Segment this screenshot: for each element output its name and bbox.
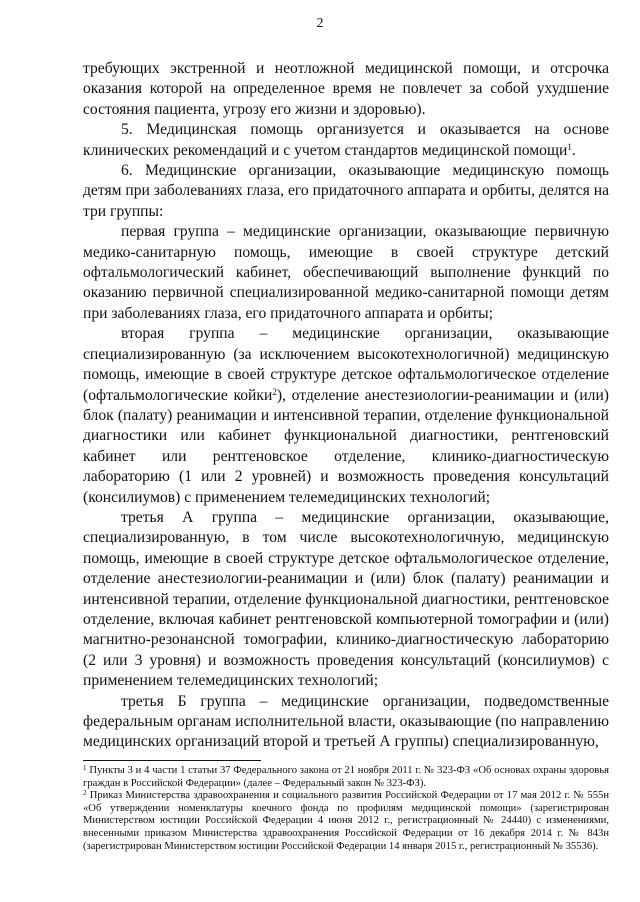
page-number: 2 (316, 16, 324, 31)
paragraph-text: ), отделение анестезиологии-реанимации и (или) блок (палату) реанимации и интенсивной терапии, отделение функциональной диагностики или кабинет функциональной диагностики, рентгеновский кабинет или рентгеновское отделение, клинико-диагностическую лабораторию (1 или 2 уровней) и возможность проведения консультаций (консилиумов) с применением телемедицинских технологий; (83, 386, 610, 506)
footnote-text: Пункты 3 и 4 части 1 статьи 37 Федерального закона от 21 ноября 2011 г. № 323-ФЗ «Об основах охраны здоровья граждан в Российской Федерации» (далее – Федеральный закон № 323-ФЗ). (83, 765, 609, 789)
paragraph-5: 5. Медицинская помощь организуется и оказывается на основе клинических рекомендаций и с учетом стандартов медицинской помощи$^1$. (83, 121, 609, 159)
body-text (83, 59, 609, 753)
footnote-mark-2: 2 (83, 789, 87, 798)
paragraph-group-3a: третья А группа – медицинские организации, оказывающие, специализированную, в том числе высокотехнологичную, медицинскую помощь, имеющие в своей структуре детское офтальмологическое отделение, отделение анестезиологии-реанимации и (или) блок (палату) реанимации и интенсивной терапии, отделение функциональной диагностики, рентгеновское отделение, включая кабинет рентгеновской компьютерной томографии и (или) магнитно-резонансной томографии, клинико-диагностическую лабораторию (2 или 3 уровня) и возможность проведения консультаций (консилиумов) с применением телемедицинских технологий; (83, 508, 609, 690)
paragraph-text: 5. Медицинская помощь организуется и оказывается на основе клинических рекомендаций и с учетом стандартов медицинской помощи (83, 121, 609, 159)
footnote-1 (83, 765, 609, 790)
footnote-mark-1: 1 (83, 764, 87, 772)
paragraph-group-2 (83, 324, 609, 508)
paragraph-group-1: первая группа – медицинские организации, оказывающие первичную медико-санитарную помощь, имеющие в своей структуре детский офтальмологический кабинет, обеспечивающий выполнение функций по оказанию первичной специализированной медико-санитарной помощи детям при заболеваниях глаза, его придаточного аппарата и орбиты; (83, 223, 609, 322)
paragraph-group-3b: третья Б группа – медицинские организации, подведомственные федеральным органам исполнительной власти, оказывающие (по направлению медицинских организаций второй и третьей А группы) специализированную, (83, 692, 609, 751)
paragraph-continuation: требующих экстренной и неотложной медицинской помощи, и отсрочка оказания которой на определенное время не повлечет за собой ухудшение состояния пациента, угрозу его жизни и здоровью). (83, 60, 609, 118)
paragraph-6: 6. Медицинские организации, оказывающие медицинскую помощь детям при заболеваниях глаза, его придаточного аппарата и орбиты, делятся на три группы: (83, 162, 609, 220)
paragraph-text: вторая группа – медицинские организации, оказывающие специализированную (за исключением высокотехнологичной) медицинскую помощь, имеющие в своей структуре детское офтальмологическое отделение (офтальмологические койки (83, 325, 609, 404)
footnote-2 (83, 790, 609, 853)
footnotes (83, 765, 609, 853)
footnote-separator (83, 760, 261, 761)
footnote-ref-2: 2 (272, 386, 277, 397)
footnote-text: Приказ Министерства здравоохранения и социального развития Российской Федерации от 17 мая 2012 г. № 555н «Об утверждении номенклатуры коечного фонда по профилям медицинской помощи» (зарегистрирован Министерством юстиции Российской Федерации 4 июня 2012 г., регистрационный № 24440) с изменениями, внесенными приказом Министерства здравоохранения Российской Федерации от 16 декабря 2014 г. № 843н (зарегистрирован Министерством юстиции Российской Федерации 14 января 2015 г., регистрационный № 35536). (83, 790, 609, 852)
footnote-ref-1: 1 (567, 141, 572, 152)
